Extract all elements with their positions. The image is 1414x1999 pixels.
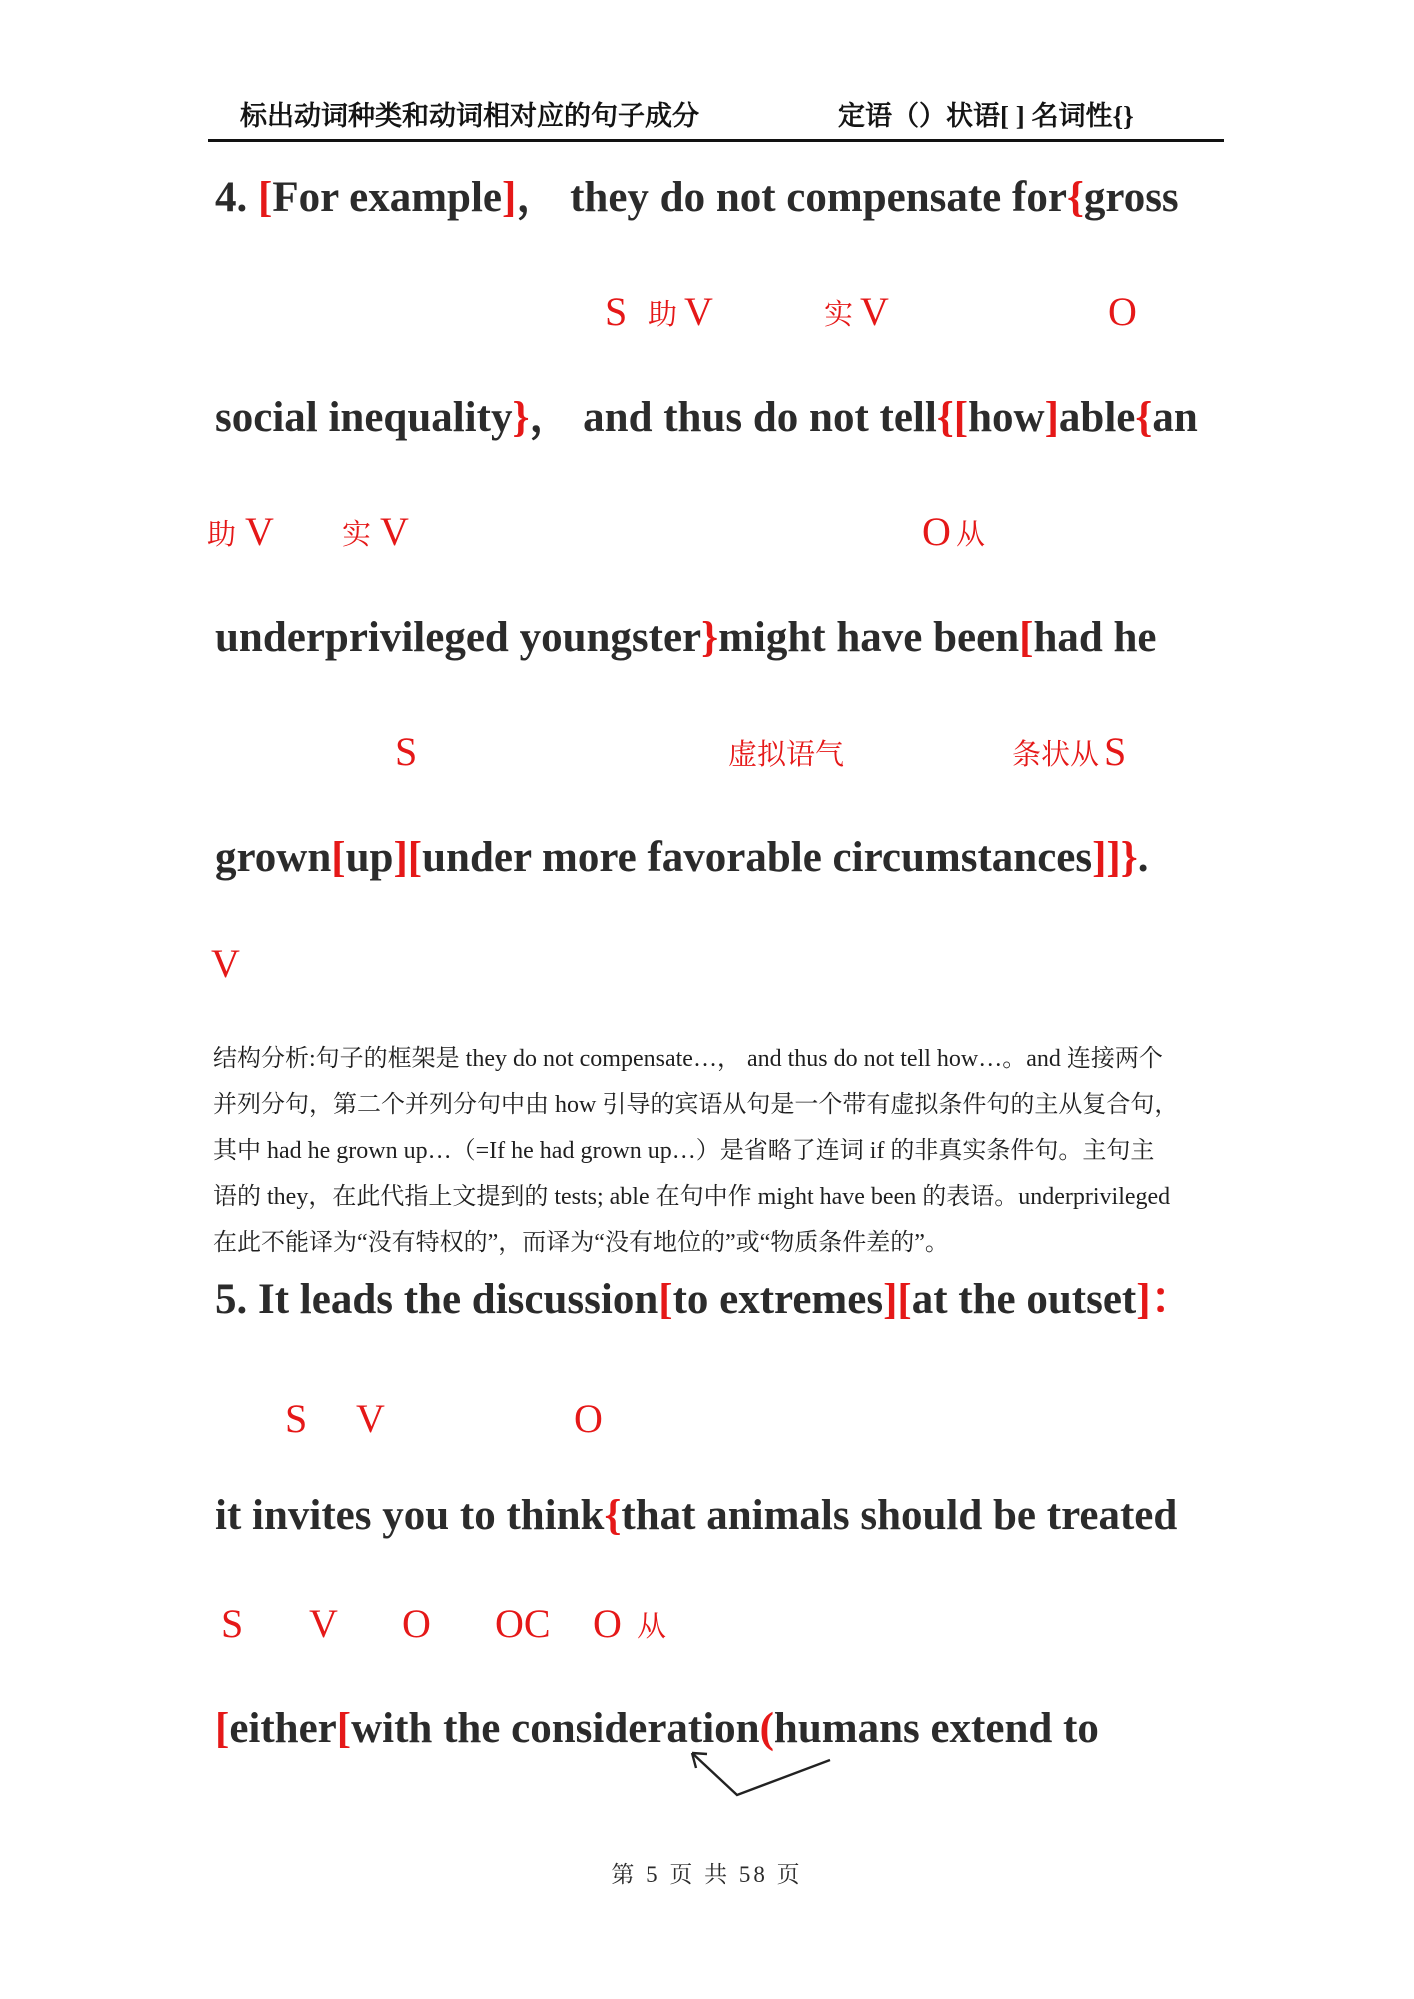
ann-aux-label: 助 — [207, 519, 237, 551]
ann-object-label: O — [402, 1601, 431, 1646]
ann-main-label: 实 — [342, 519, 372, 551]
ann-aux-label: 助 — [648, 299, 678, 331]
ann-subject-label: S — [1104, 729, 1127, 774]
ann-verb-label: V — [860, 289, 889, 334]
ann-subject-label: S — [221, 1601, 244, 1646]
header-legend: 定语（）状语[ ] 名词性{} — [838, 101, 1134, 131]
ann-cond-clause-label: 条状从 — [1012, 739, 1100, 771]
ann-subject-label: S — [395, 729, 418, 774]
sentence-4-annotation-row-3 — [0, 730, 1414, 782]
sentence-4-line-1: 4. [For example]， they do not compensate for{gross — [215, 174, 1179, 221]
sentence-4-annotation-row-2 — [0, 510, 1414, 562]
sentence-4-annotation-row-1 — [0, 290, 1414, 342]
header-instruction: 标出动词种类和动词相对应的句子成分 — [240, 101, 699, 131]
analysis-line: 其中 had he grown up…（=If he had grown up…）是省略了连词 if 的非真实条件句。主句主 — [213, 1138, 1155, 1164]
sentence-5-line-1: 5. It leads the discussion[to extremes][at the outset]： — [215, 1276, 1194, 1323]
ann-subject-label: S — [285, 1396, 308, 1441]
ann-subject-label: S — [605, 289, 628, 334]
ann-clause-label: 从 — [956, 519, 986, 551]
page-number-footer: 第 5 页 共 58 页 — [611, 1862, 803, 1887]
ann-verb-label: V — [211, 941, 240, 986]
analysis-line: 语的 they，在此代指上文提到的 tests; able 在句中作 might have been 的表语。underprivileged — [213, 1184, 1171, 1210]
ann-verb-label: V — [356, 1396, 385, 1441]
structure-analysis-paragraph — [213, 1036, 1253, 1266]
ann-object-label: O — [1108, 289, 1137, 334]
ann-clause-label: 从 — [637, 1611, 667, 1643]
header-divider — [208, 139, 1224, 142]
sentence-5-annotation-row-1 — [0, 1397, 1414, 1449]
ann-main-label: 实 — [824, 299, 854, 331]
sentence-5-line-3: [either[with the consideration(humans extend to — [215, 1705, 1099, 1752]
ann-subjunctive-label: 虚拟语气 — [728, 739, 845, 771]
analysis-line: 并列分句，第二个并列分句中由 how 引导的宾语从句是一个带有虚拟条件句的主从复合句， — [213, 1092, 1179, 1118]
ann-verb-label: V — [684, 289, 713, 334]
sentence-4-line-3: underprivileged youngster}might have been[had he — [215, 614, 1157, 661]
ann-verb-label: V — [309, 1601, 338, 1646]
ann-verb-label: V — [380, 509, 409, 554]
sentence-5-line-2: it invites you to think{that animals should be treated — [215, 1492, 1178, 1539]
annotation-arrow-icon — [670, 1742, 860, 1817]
ann-verb-label: V — [245, 509, 274, 554]
analysis-line: 在此不能译为“没有特权的”，而译为“没有地位的”或“物质条件差的”。 — [213, 1230, 949, 1256]
ann-object-label: O — [574, 1396, 603, 1441]
analysis-line: 结构分析:句子的框架是 they do not compensate…， and thus do not tell how…。and 连接两个 — [213, 1046, 1163, 1072]
ann-object-label: O — [922, 509, 951, 554]
sentence-4-line-2: social inequality}， and thus do not tell{[how]able{an — [215, 394, 1198, 441]
sentence-4-line-4: grown[up][under more favorable circumstances]]}. — [215, 834, 1149, 881]
sentence-4-annotation-row-4 — [0, 942, 1414, 994]
ann-obj-comp-label: OC — [495, 1601, 551, 1646]
ann-object-label: O — [593, 1601, 622, 1646]
sentence-5-annotation-row-2 — [0, 1602, 1414, 1654]
